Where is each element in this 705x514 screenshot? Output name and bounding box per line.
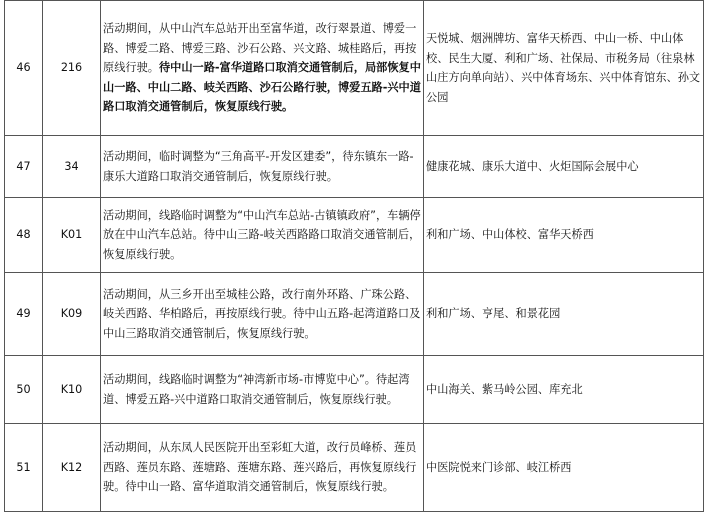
cancelled-stops-cell: 中山海关、紫马岭公园、库充北: [424, 356, 704, 424]
adjustment-detail-cell: [101, 273, 424, 356]
adjustment-detail-cell: [101, 198, 424, 273]
adjustment-detail-cell: [101, 424, 424, 512]
detail-text: 活动期间，临时调整为“三角高平-开发区建委”，待东镇东一路-康乐大道路口取消交通管制后，恢复原线行驶。: [103, 150, 414, 183]
detail-text: 活动期间，从东凤人民医院开出至彩虹大道，改行员峰桥、莲员西路、莲员东路、莲塘路、莲塘东路、莲兴路后，再恢复原线行驶。待中山一路、富华道取消交通管制后，恢复原线行驶。: [103, 441, 417, 494]
table-row: [5, 1, 704, 136]
route-number-cell: K01: [43, 198, 101, 273]
adjustment-detail-cell: [101, 136, 424, 198]
route-number-cell: 216: [43, 1, 101, 136]
row-number-cell: 49: [5, 273, 43, 356]
adjustment-detail-cell: [101, 356, 424, 424]
route-number-cell: K12: [43, 424, 101, 512]
route-number-cell: K09: [43, 273, 101, 356]
cancelled-stops-cell: 天悦城、烟洲牌坊、富华天桥西、中山一桥、中山体校、民生大厦、利和广场、社保局、市税务局（往泉林山庄方向单向站）、兴中体育场东、兴中体育馆东、孙文公园: [424, 1, 704, 136]
row-number-cell: 46: [5, 1, 43, 136]
table-row: [5, 273, 704, 356]
adjustment-detail-cell: [101, 1, 424, 136]
detail-bold-text: 待中山一路-富华道路口取消交通管制后，局部恢复中山一路、中山二路、岐关西路、沙石公路行驶，博爱五路-兴中道路口取消交通管制后，恢复原线行驶。: [103, 61, 421, 114]
bus-route-adjustment-table: [4, 0, 704, 512]
table-row: [5, 198, 704, 273]
table-row: [5, 136, 704, 198]
cancelled-stops-cell: 利和广场、中山体校、富华天桥西: [424, 198, 704, 273]
detail-text: 活动期间，从三乡开出至城桂公路，改行南外环路、广珠公路、岐关西路、华柏路后，再按原线行驶。待中山五路-起湾道路口及中山三路取消交通管制后，恢复原线行驶。: [103, 287, 421, 340]
detail-text: 活动期间，线路临时调整为“中山汽车总站-古镇镇政府”，车辆停放在中山汽车总站。待中山三路-岐关西路路口取消交通管制后，恢复原线行驶。: [103, 208, 421, 261]
row-number-cell: 48: [5, 198, 43, 273]
table-row: [5, 356, 704, 424]
detail-text: 活动期间，线路临时调整为“神湾新市场-市博览中心”。待起湾道、博爱五路-兴中道路口取消交通管制后，恢复原线行驶。: [103, 373, 410, 406]
row-number-cell: 47: [5, 136, 43, 198]
row-number-cell: 50: [5, 356, 43, 424]
cancelled-stops-cell: 中医院悦来门诊部、岐江桥西: [424, 424, 704, 512]
route-number-cell: K10: [43, 356, 101, 424]
table-row: [5, 424, 704, 512]
detail-text: 活动期间，从中山汽车总站开出至富华道，改行翠景道、博爱一路、博爱二路、博爱三路、沙石公路、兴文路、城桂路后，再按原线行驶。: [103, 22, 417, 75]
cancelled-stops-cell: 利和广场、亨尾、和景花园: [424, 273, 704, 356]
cancelled-stops-cell: 健康花城、康乐大道中、火炬国际会展中心: [424, 136, 704, 198]
route-number-cell: 34: [43, 136, 101, 198]
row-number-cell: 51: [5, 424, 43, 512]
